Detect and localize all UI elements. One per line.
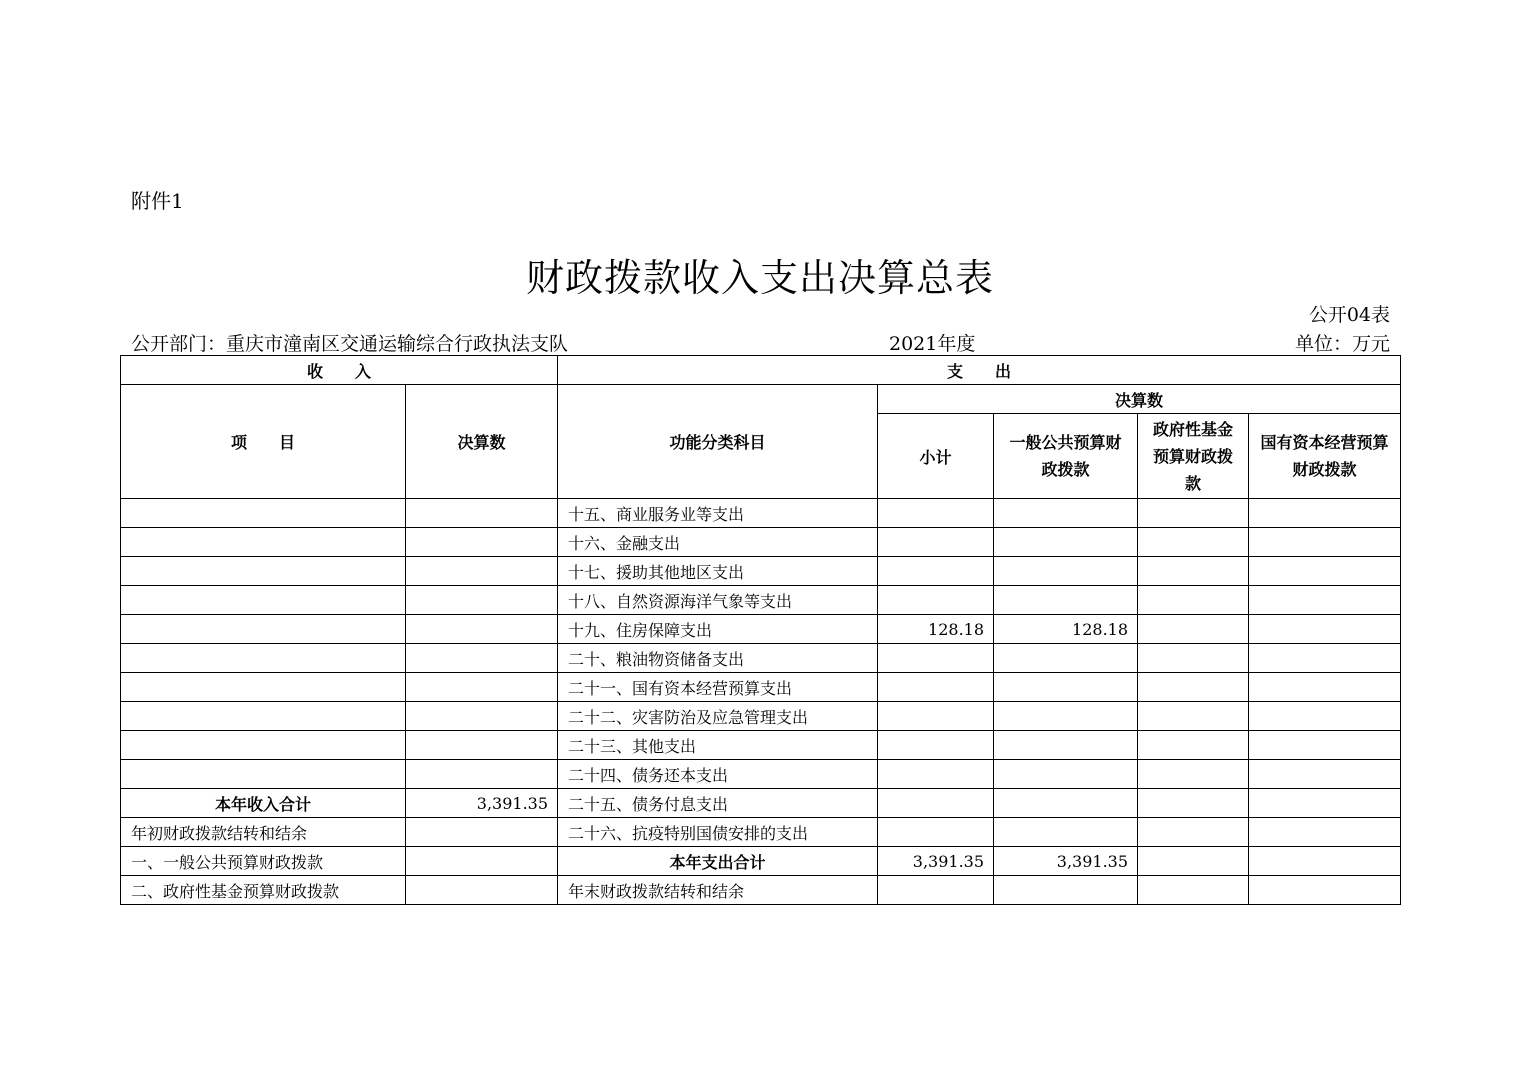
- category-cell: 二十一、国有资本经营预算支出: [558, 673, 878, 702]
- general-budget-cell: [994, 818, 1138, 847]
- state-capital-header: 国有资本经营预算财政拨款: [1249, 414, 1401, 499]
- year-label: 2021年度: [889, 333, 976, 355]
- category-cell: 二十、粮油物资储备支出: [558, 644, 878, 673]
- category-cell: 十七、援助其他地区支出: [558, 557, 878, 586]
- item-cell: [121, 760, 406, 789]
- category-cell: 十八、自然资源海洋气象等支出: [558, 586, 878, 615]
- amount-cell: [406, 731, 558, 760]
- table-row: [121, 760, 1401, 789]
- general-budget-cell: 3,391.35: [994, 847, 1138, 876]
- state-capital-cell: [1249, 731, 1401, 760]
- amount-header: 决算数: [406, 385, 558, 499]
- amount-cell: [406, 760, 558, 789]
- amount-cell: [406, 818, 558, 847]
- subtotal-cell: [878, 818, 994, 847]
- gov-fund-cell: [1138, 847, 1249, 876]
- state-capital-cell: [1249, 528, 1401, 557]
- attachment-label: 附件1: [131, 189, 184, 213]
- subtotal-header: 小计: [878, 414, 994, 499]
- item-cell: [121, 528, 406, 557]
- item-cell: [121, 586, 406, 615]
- general-budget-cell: [994, 702, 1138, 731]
- subtotal-cell: 3,391.35: [878, 847, 994, 876]
- item-cell: [121, 615, 406, 644]
- general-budget-cell: [994, 789, 1138, 818]
- subtotal-cell: [878, 876, 994, 905]
- gov-fund-cell: [1138, 673, 1249, 702]
- amount-cell: [406, 499, 558, 528]
- state-capital-cell: [1249, 499, 1401, 528]
- department-label: 公开部门：重庆市潼南区交通运输综合行政执法支队: [131, 333, 569, 355]
- category-cell: 十六、金融支出: [558, 528, 878, 557]
- table-row: [121, 644, 1401, 673]
- category-cell: 二十五、债务付息支出: [558, 789, 878, 818]
- item-cell: [121, 702, 406, 731]
- subtotal-cell: [878, 760, 994, 789]
- table-row: [121, 615, 1401, 644]
- table-row: [121, 499, 1401, 528]
- table-row: [121, 876, 1401, 905]
- category-cell: 本年支出合计: [558, 847, 878, 876]
- table-row: [121, 702, 1401, 731]
- item-cell: [121, 499, 406, 528]
- subtotal-cell: [878, 586, 994, 615]
- subtotal-cell: [878, 731, 994, 760]
- gov-fund-cell: [1138, 528, 1249, 557]
- general-budget-cell: [994, 499, 1138, 528]
- category-cell: 二十六、抗疫特别国债安排的支出: [558, 818, 878, 847]
- expense-header: 支 出: [558, 356, 1401, 385]
- page-title: 财政拨款收入支出决算总表: [525, 256, 994, 300]
- state-capital-cell: [1249, 557, 1401, 586]
- general-budget-header: 一般公共预算财政拨款: [994, 414, 1138, 499]
- item-cell: 本年收入合计: [121, 789, 406, 818]
- state-capital-cell: [1249, 847, 1401, 876]
- amount-cell: [406, 528, 558, 557]
- unit-label: 单位：万元: [1294, 333, 1390, 355]
- gov-fund-cell: [1138, 557, 1249, 586]
- table-row: [121, 557, 1401, 586]
- gov-fund-cell: [1138, 876, 1249, 905]
- state-capital-cell: [1249, 586, 1401, 615]
- item-cell: 二、政府性基金预算财政拨款: [121, 876, 406, 905]
- subtotal-cell: [878, 557, 994, 586]
- subtotal-cell: [878, 789, 994, 818]
- gov-fund-cell: [1138, 760, 1249, 789]
- state-capital-cell: [1249, 818, 1401, 847]
- category-cell: 二十二、灾害防治及应急管理支出: [558, 702, 878, 731]
- general-budget-cell: [994, 586, 1138, 615]
- category-cell: 十九、住房保障支出: [558, 615, 878, 644]
- table-row: [121, 586, 1401, 615]
- general-budget-cell: 128.18: [994, 615, 1138, 644]
- table-row: [121, 528, 1401, 557]
- income-header: 收 入: [121, 356, 558, 385]
- state-capital-cell: [1249, 876, 1401, 905]
- gov-fund-cell: [1138, 499, 1249, 528]
- category-cell: 年末财政拨款结转和结余: [558, 876, 878, 905]
- item-cell: [121, 644, 406, 673]
- category-header: 功能分类科目: [558, 385, 878, 499]
- final-amount-group-header: 决算数: [878, 385, 1401, 414]
- item-header: 项 目: [121, 385, 406, 499]
- amount-cell: [406, 557, 558, 586]
- item-cell: [121, 731, 406, 760]
- amount-cell: 3,391.35: [406, 789, 558, 818]
- subtotal-cell: [878, 702, 994, 731]
- amount-cell: [406, 876, 558, 905]
- general-budget-cell: [994, 528, 1138, 557]
- amount-cell: [406, 615, 558, 644]
- gov-fund-cell: [1138, 731, 1249, 760]
- table-row: [121, 847, 1401, 876]
- amount-cell: [406, 847, 558, 876]
- general-budget-cell: [994, 673, 1138, 702]
- gov-fund-cell: [1138, 586, 1249, 615]
- table-row: [121, 789, 1401, 818]
- amount-cell: [406, 586, 558, 615]
- general-budget-cell: [994, 557, 1138, 586]
- subtotal-cell: [878, 673, 994, 702]
- table-number: 公开04表: [1308, 304, 1390, 326]
- item-cell: [121, 673, 406, 702]
- amount-cell: [406, 702, 558, 731]
- item-cell: [121, 557, 406, 586]
- general-budget-cell: [994, 644, 1138, 673]
- subtotal-cell: [878, 499, 994, 528]
- state-capital-cell: [1249, 760, 1401, 789]
- state-capital-cell: [1249, 673, 1401, 702]
- subtotal-cell: [878, 644, 994, 673]
- general-budget-cell: [994, 731, 1138, 760]
- amount-cell: [406, 644, 558, 673]
- amount-cell: [406, 673, 558, 702]
- item-cell: 一、一般公共预算财政拨款: [121, 847, 406, 876]
- table-row: [121, 673, 1401, 702]
- gov-fund-header: 政府性基金预算财政拨款: [1138, 414, 1249, 499]
- general-budget-cell: [994, 876, 1138, 905]
- state-capital-cell: [1249, 789, 1401, 818]
- state-capital-cell: [1249, 615, 1401, 644]
- gov-fund-cell: [1138, 702, 1249, 731]
- budget-table: [120, 355, 1401, 905]
- table-row: [121, 818, 1401, 847]
- item-cell: 年初财政拨款结转和结余: [121, 818, 406, 847]
- state-capital-cell: [1249, 644, 1401, 673]
- subtotal-cell: [878, 528, 994, 557]
- subtotal-cell: 128.18: [878, 615, 994, 644]
- category-cell: 二十三、其他支出: [558, 731, 878, 760]
- state-capital-cell: [1249, 702, 1401, 731]
- table-row: [121, 731, 1401, 760]
- gov-fund-cell: [1138, 615, 1249, 644]
- gov-fund-cell: [1138, 789, 1249, 818]
- category-cell: 二十四、债务还本支出: [558, 760, 878, 789]
- gov-fund-cell: [1138, 644, 1249, 673]
- gov-fund-cell: [1138, 818, 1249, 847]
- general-budget-cell: [994, 760, 1138, 789]
- category-cell: 十五、商业服务业等支出: [558, 499, 878, 528]
